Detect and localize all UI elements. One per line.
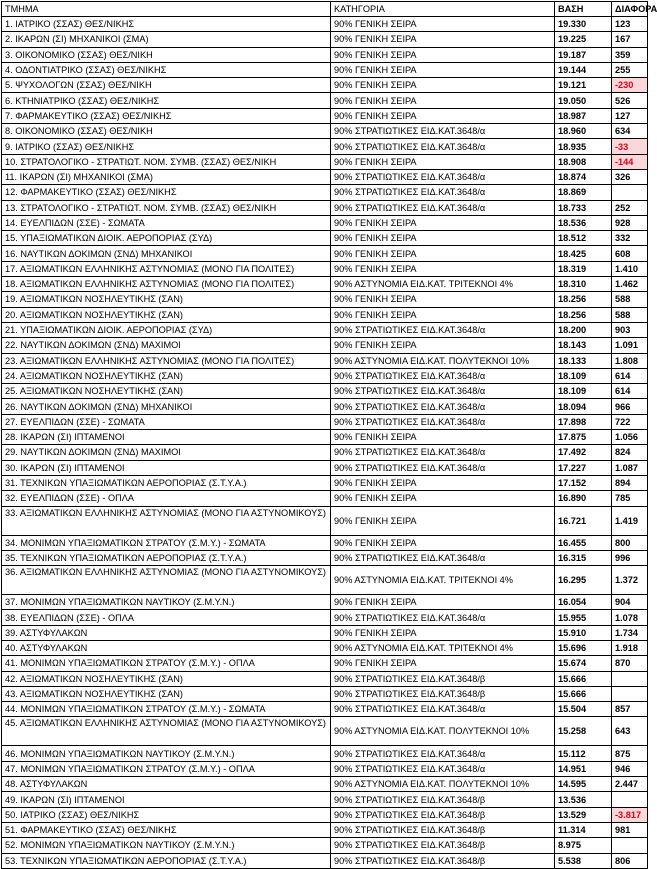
- diff-cell: 634: [612, 124, 648, 139]
- base-cell: 13.536: [555, 792, 612, 807]
- dept-cell: 14. ΕΥΕΛΠΙΔΩΝ (ΣΣΕ) - ΣΩΜΑΤΑ: [2, 215, 331, 230]
- diff-cell: [612, 792, 648, 807]
- base-cell: 16.890: [555, 491, 612, 506]
- table-row: [2, 139, 648, 154]
- table-row: [2, 32, 648, 47]
- diff-cell: 1.918: [612, 640, 648, 655]
- diff-cell: 332: [612, 231, 648, 246]
- table-row: [2, 200, 648, 215]
- category-cell: 90% ΣΤΡΑΤΙΩΤΙΚΕΣ ΕΙΔ.ΚΑΤ.3648/α: [331, 460, 555, 475]
- diff-cell: 928: [612, 215, 648, 230]
- table-row: [2, 62, 648, 77]
- diff-cell: 252: [612, 200, 648, 215]
- dept-cell: 34. ΜΟΝΙΜΩΝ ΥΠΑΞΙΩΜΑΤΙΚΩΝ ΣΤΡΑΤΟΥ (Σ.Μ.Υ.) - ΣΩΜΑΤΑ: [2, 535, 331, 550]
- table-row: [2, 185, 648, 200]
- category-cell: 90% ΣΤΡΑΤΙΩΤΙΚΕΣ ΕΙΔ.ΚΑΤ.3648/α: [331, 169, 555, 184]
- header-diff: ΔΙΑΦΟΡΑ: [612, 2, 648, 17]
- dept-cell: 5. ΨΥΧΟΛΟΓΩΝ (ΣΣΑΣ) ΘΕΣ/ΝΙΚΗ: [2, 78, 331, 93]
- table-row: [2, 307, 648, 322]
- diff-cell: 526: [612, 93, 648, 108]
- header-base: ΒΑΣΗ: [555, 2, 612, 17]
- base-cell: 18.908: [555, 154, 612, 169]
- diff-cell: 894: [612, 475, 648, 490]
- diff-cell: 608: [612, 246, 648, 261]
- category-cell: 90% ΓΕΝΙΚΗ ΣΕΙΡΑ: [331, 656, 555, 671]
- dept-cell: 25. ΑΞΙΩΜΑΤΙΚΩΝ ΝΟΣΗΛΕΥΤΙΚΗΣ (ΣΑΝ): [2, 384, 331, 399]
- header-dept: ΤΜΗΜΑ: [2, 2, 331, 17]
- dept-cell: 3. ΟΙΚΟΝΟΜΙΚΟ (ΣΣΑΣ) ΘΕΣ/ΝΙΚΗ: [2, 47, 331, 62]
- dept-cell: 10. ΣΤΡΑΤΟΛΟΓΙΚΟ - ΣΤΡΑΤΙΩΤ. ΝΟΜ. ΣΥΜΒ. (ΣΣΑΣ) ΘΕΣ/ΝΙΚΗ: [2, 154, 331, 169]
- diff-cell: [612, 838, 648, 853]
- base-cell: 15.955: [555, 610, 612, 625]
- base-cell: 18.094: [555, 399, 612, 414]
- category-cell: 90% ΓΕΝΙΚΗ ΣΕΙΡΑ: [331, 475, 555, 490]
- category-cell: 90% ΣΤΡΑΤΙΩΤΙΚΕΣ ΕΙΔ.ΚΑΤ.3648/β: [331, 807, 555, 822]
- dept-cell: 18. ΑΞΙΩΜΑΤΙΚΩΝ ΕΛΛΗΝΙΚΗΣ ΑΣΤΥΝΟΜΙΑΣ (ΜΟΝΟ ΓΙΑ ΠΟΛΙΤΕΣ): [2, 277, 331, 292]
- category-cell: 90% ΑΣΤΥΝΟΜΙΑ ΕΙΔ.ΚΑΤ. ΠΟΛΥΤΕΚΝΟΙ 10%: [331, 777, 555, 792]
- diff-cell: 981: [612, 822, 648, 837]
- diff-cell: 1.372: [612, 566, 648, 595]
- category-cell: 90% ΣΤΡΑΤΙΩΤΙΚΕΣ ΕΙΔ.ΚΑΤ.3648/α: [331, 550, 555, 565]
- table-row: [2, 822, 648, 837]
- category-cell: 90% ΓΕΝΙΚΗ ΣΕΙΡΑ: [331, 93, 555, 108]
- table-row: [2, 746, 648, 761]
- diff-cell: 800: [612, 535, 648, 550]
- table-row: [2, 292, 648, 307]
- base-cell: 18.987: [555, 108, 612, 123]
- table-row: [2, 124, 648, 139]
- category-cell: 90% ΓΕΝΙΚΗ ΣΕΙΡΑ: [331, 47, 555, 62]
- diff-cell: 255: [612, 62, 648, 77]
- table-row: [2, 702, 648, 717]
- dept-cell: 9. ΙΑΤΡΙΚΟ (ΣΣΑΣ) ΘΕΣ/ΝΙΚΗΣ: [2, 139, 331, 154]
- dept-cell: 11. ΙΚΑΡΩΝ (ΣΙ) ΜΗΧΑΝΙΚΟΙ (ΣΜΑ): [2, 169, 331, 184]
- table-row: [2, 78, 648, 93]
- base-cell: 14.595: [555, 777, 612, 792]
- table-row: [2, 47, 648, 62]
- dept-cell: 42. ΑΞΙΩΜΑΤΙΚΩΝ ΝΟΣΗΛΕΥΤΙΚΗΣ (ΣΑΝ): [2, 671, 331, 686]
- category-cell: 90% ΓΕΝΙΚΗ ΣΕΙΡΑ: [331, 32, 555, 47]
- table-row: [2, 625, 648, 640]
- table-row: [2, 671, 648, 686]
- dept-cell: 17. ΑΞΙΩΜΑΤΙΚΩΝ ΕΛΛΗΝΙΚΗΣ ΑΣΤΥΝΟΜΙΑΣ (ΜΟΝΟ ΓΙΑ ΠΟΛΙΤΕΣ): [2, 261, 331, 276]
- base-cell: 17.492: [555, 445, 612, 460]
- table-row: [2, 640, 648, 655]
- base-cell: 18.256: [555, 292, 612, 307]
- dept-cell: 29. ΝΑΥΤΙΚΩΝ ΔΟΚΙΜΩΝ (ΣΝΔ) ΜΑΧΙΜΟΙ: [2, 445, 331, 460]
- table-row: [2, 460, 648, 475]
- base-cell: 19.330: [555, 17, 612, 32]
- category-cell: 90% ΣΤΡΑΤΙΩΤΙΚΕΣ ΕΙΔ.ΚΑΤ.3648/β: [331, 822, 555, 837]
- base-cell: 19.187: [555, 47, 612, 62]
- diff-cell: -144: [612, 154, 648, 169]
- category-cell: 90% ΣΤΡΑΤΙΩΤΙΚΕΣ ΕΙΔ.ΚΑΤ.3648/β: [331, 792, 555, 807]
- dept-cell: 52. ΜΟΝΙΜΩΝ ΥΠΑΞΙΩΜΑΤΙΚΩΝ ΝΑΥΤΙΚΟΥ (Σ.Μ.Υ.Ν.): [2, 838, 331, 853]
- base-cell: 11.314: [555, 822, 612, 837]
- diff-cell: 1.091: [612, 338, 648, 353]
- category-cell: 90% ΓΕΝΙΚΗ ΣΕΙΡΑ: [331, 595, 555, 610]
- base-cell: 15.910: [555, 625, 612, 640]
- category-cell: 90% ΓΕΝΙΚΗ ΣΕΙΡΑ: [331, 430, 555, 445]
- diff-cell: 1.410: [612, 261, 648, 276]
- category-cell: 90% ΣΤΡΑΤΙΩΤΙΚΕΣ ΕΙΔ.ΚΑΤ.3648/α: [331, 200, 555, 215]
- diff-cell: 643: [612, 717, 648, 746]
- category-cell: 90% ΓΕΝΙΚΗ ΣΕΙΡΑ: [331, 292, 555, 307]
- dept-cell: 43. ΑΞΙΩΜΑΤΙΚΩΝ ΝΟΣΗΛΕΥΤΙΚΗΣ (ΣΑΝ): [2, 686, 331, 701]
- category-cell: 90% ΓΕΝΙΚΗ ΣΕΙΡΑ: [331, 338, 555, 353]
- table-row: [2, 108, 648, 123]
- table-row: [2, 215, 648, 230]
- category-cell: 90% ΑΣΤΥΝΟΜΙΑ ΕΙΔ.ΚΑΤ. ΤΡΙΤΕΚΝΟΙ 4%: [331, 277, 555, 292]
- base-cell: 19.225: [555, 32, 612, 47]
- diff-cell: 1.419: [612, 506, 648, 535]
- table-row: [2, 853, 648, 868]
- dept-cell: 46. ΜΟΝΙΜΩΝ ΥΠΑΞΙΩΜΑΤΙΚΩΝ ΝΑΥΤΙΚΟΥ (Σ.Μ.Υ.Ν.): [2, 746, 331, 761]
- dept-cell: 12. ΦΑΡΜΑΚΕΥΤΙΚΟ (ΣΣΑΣ) ΘΕΣ/ΝΙΚΗΣ: [2, 185, 331, 200]
- category-cell: 90% ΓΕΝΙΚΗ ΣΕΙΡΑ: [331, 261, 555, 276]
- category-cell: 90% ΣΤΡΑΤΙΩΤΙΚΕΣ ΕΙΔ.ΚΑΤ.3648/α: [331, 414, 555, 429]
- diff-cell: 588: [612, 292, 648, 307]
- dept-cell: 53. ΤΕΧΝΙΚΩΝ ΥΠΑΞΙΩΜΑΤΙΚΩΝ ΑΕΡΟΠΟΡΙΑΣ (Σ.Τ.Υ.Α.): [2, 853, 331, 868]
- table-row: [2, 550, 648, 565]
- diff-cell: 785: [612, 491, 648, 506]
- dept-cell: 4. ΟΔΟΝΤΙΑΤΡΙΚΟ (ΣΣΑΣ) ΘΕΣ/ΝΙΚΗΣ: [2, 62, 331, 77]
- table-row: [2, 414, 648, 429]
- diff-cell: 1.734: [612, 625, 648, 640]
- dept-cell: 51. ΦΑΡΜΑΚΕΥΤΙΚΟ (ΣΣΑΣ) ΘΕΣ/ΝΙΚΗΣ: [2, 822, 331, 837]
- category-cell: 90% ΓΕΝΙΚΗ ΣΕΙΡΑ: [331, 535, 555, 550]
- table-row: [2, 338, 648, 353]
- diff-cell: 1.078: [612, 610, 648, 625]
- diff-cell: 167: [612, 32, 648, 47]
- diff-cell: [612, 686, 648, 701]
- diff-cell: 857: [612, 702, 648, 717]
- base-cell: 18.536: [555, 215, 612, 230]
- diff-cell: -230: [612, 78, 648, 93]
- diff-cell: 996: [612, 550, 648, 565]
- dept-cell: 7. ΦΑΡΜΑΚΕΥΤΙΚΟ (ΣΣΑΣ) ΘΕΣ/ΝΙΚΗΣ: [2, 108, 331, 123]
- diff-cell: 946: [612, 761, 648, 776]
- diff-cell: -3.817: [612, 807, 648, 822]
- table-row: [2, 246, 648, 261]
- base-cell: 18.133: [555, 353, 612, 368]
- table-row: [2, 792, 648, 807]
- base-cell: 5.538: [555, 853, 612, 868]
- table-row: [2, 656, 648, 671]
- base-cell: 18.960: [555, 124, 612, 139]
- diff-cell: [612, 185, 648, 200]
- table-row: [2, 445, 648, 460]
- dept-cell: 23. ΑΞΙΩΜΑΤΙΚΩΝ ΕΛΛΗΝΙΚΗΣ ΑΣΤΥΝΟΜΙΑΣ (ΜΟΝΟ ΓΙΑ ΠΟΛΙΤΕΣ): [2, 353, 331, 368]
- dept-cell: 50. ΙΑΤΡΙΚΟ (ΣΣΑΣ) ΘΕΣ/ΝΙΚΗΣ: [2, 807, 331, 822]
- dept-cell: 39. ΑΣΤΥΦΥΛΑΚΩΝ: [2, 625, 331, 640]
- dept-cell: 40. ΑΣΤΥΦΥΛΑΚΩΝ: [2, 640, 331, 655]
- table-row: [2, 686, 648, 701]
- base-cell: 18.874: [555, 169, 612, 184]
- category-cell: 90% ΣΤΡΑΤΙΩΤΙΚΕΣ ΕΙΔ.ΚΑΤ.3648/α: [331, 761, 555, 776]
- table-row: [2, 595, 648, 610]
- diff-cell: 123: [612, 17, 648, 32]
- table-row: [2, 506, 648, 535]
- table-row: [2, 761, 648, 776]
- dept-cell: 31. ΤΕΧΝΙΚΩΝ ΥΠΑΞΙΩΜΑΤΙΚΩΝ ΑΕΡΟΠΟΡΙΑΣ (Σ.Τ.Υ.Α.): [2, 475, 331, 490]
- table-row: [2, 491, 648, 506]
- header-category: ΚΑΤΗΓΟΡΙΑ: [331, 2, 555, 17]
- category-cell: 90% ΓΕΝΙΚΗ ΣΕΙΡΑ: [331, 506, 555, 535]
- table-row: [2, 353, 648, 368]
- diff-cell: 806: [612, 853, 648, 868]
- dept-cell: 30. ΙΚΑΡΩΝ (ΣΙ) ΙΠΤΑΜΕΝΟΙ: [2, 460, 331, 475]
- category-cell: 90% ΣΤΡΑΤΙΩΤΙΚΕΣ ΕΙΔ.ΚΑΤ.3648/α: [331, 610, 555, 625]
- base-cell: 15.674: [555, 656, 612, 671]
- category-cell: 90% ΣΤΡΑΤΙΩΤΙΚΕΣ ΕΙΔ.ΚΑΤ.3648/α: [331, 322, 555, 337]
- base-cell: 18.869: [555, 185, 612, 200]
- category-cell: 90% ΓΕΝΙΚΗ ΣΕΙΡΑ: [331, 62, 555, 77]
- diff-cell: 966: [612, 399, 648, 414]
- table-row: [2, 717, 648, 746]
- base-cell: 15.112: [555, 746, 612, 761]
- base-cell: 17.152: [555, 475, 612, 490]
- category-cell: 90% ΓΕΝΙΚΗ ΣΕΙΡΑ: [331, 215, 555, 230]
- base-cell: 19.050: [555, 93, 612, 108]
- category-cell: 90% ΑΣΤΥΝΟΜΙΑ ΕΙΔ.ΚΑΤ. ΠΟΛΥΤΕΚΝΟΙ 10%: [331, 353, 555, 368]
- category-cell: 90% ΓΕΝΙΚΗ ΣΕΙΡΑ: [331, 491, 555, 506]
- diff-cell: 824: [612, 445, 648, 460]
- table-row: [2, 475, 648, 490]
- base-cell: 16.721: [555, 506, 612, 535]
- diff-cell: 904: [612, 595, 648, 610]
- category-cell: 90% ΣΤΡΑΤΙΩΤΙΚΕΣ ΕΙΔ.ΚΑΤ.3648/α: [331, 746, 555, 761]
- category-cell: 90% ΣΤΡΑΤΙΩΤΙΚΕΣ ΕΙΔ.ΚΑΤ.3648/α: [331, 124, 555, 139]
- dept-cell: 8. ΟΙΚΟΝΟΜΙΚΟ (ΣΣΑΣ) ΘΕΣ/ΝΙΚΗ: [2, 124, 331, 139]
- category-cell: 90% ΣΤΡΑΤΙΩΤΙΚΕΣ ΕΙΔ.ΚΑΤ.3648/α: [331, 399, 555, 414]
- category-cell: 90% ΣΤΡΑΤΙΩΤΙΚΕΣ ΕΙΔ.ΚΑΤ.3648/β: [331, 671, 555, 686]
- base-cell: 8.975: [555, 838, 612, 853]
- base-cell: 19.121: [555, 78, 612, 93]
- base-cell: 14.951: [555, 761, 612, 776]
- category-cell: 90% ΣΤΡΑΤΙΩΤΙΚΕΣ ΕΙΔ.ΚΑΤ.3648/β: [331, 853, 555, 868]
- table-row: [2, 384, 648, 399]
- table-row: [2, 17, 648, 32]
- dept-cell: 37. ΜΟΝΙΜΩΝ ΥΠΑΞΙΩΜΑΤΙΚΩΝ ΝΑΥΤΙΚΟΥ (Σ.Μ.Υ.Ν.): [2, 595, 331, 610]
- dept-cell: 41. ΜΟΝΙΜΩΝ ΥΠΑΞΙΩΜΑΤΙΚΩΝ ΣΤΡΑΤΟΥ (Σ.Μ.Υ.) - ΟΠΛΑ: [2, 656, 331, 671]
- base-cell: 15.666: [555, 671, 612, 686]
- base-cell: 18.319: [555, 261, 612, 276]
- header-row: [2, 2, 648, 17]
- dept-cell: 45. ΑΞΙΩΜΑΤΙΚΩΝ ΕΛΛΗΝΙΚΗΣ ΑΣΤΥΝΟΜΙΑΣ (ΜΟΝΟ ΓΙΑ ΑΣΤΥΝΟΜΙΚΟΥΣ): [2, 717, 331, 746]
- dept-cell: 27. ΕΥΕΛΠΙΔΩΝ (ΣΣΕ) - ΣΩΜΑΤΑ: [2, 414, 331, 429]
- base-cell: 16.455: [555, 535, 612, 550]
- table-row: [2, 399, 648, 414]
- base-cell: 15.696: [555, 640, 612, 655]
- diff-cell: 722: [612, 414, 648, 429]
- category-cell: 90% ΑΣΤΥΝΟΜΙΑ ΕΙΔ.ΚΑΤ. ΠΟΛΥΤΕΚΝΟΙ 10%: [331, 717, 555, 746]
- dept-cell: 47. ΜΟΝΙΜΩΝ ΥΠΑΞΙΩΜΑΤΙΚΩΝ ΣΤΡΑΤΟΥ (Σ.Μ.Υ.) - ΟΠΛΑ: [2, 761, 331, 776]
- category-cell: 90% ΑΣΤΥΝΟΜΙΑ ΕΙΔ.ΚΑΤ. ΤΡΙΤΕΚΝΟΙ 4%: [331, 566, 555, 595]
- dept-cell: 20. ΑΞΙΩΜΑΤΙΚΩΝ ΝΟΣΗΛΕΥΤΙΚΗΣ (ΣΑΝ): [2, 307, 331, 322]
- category-cell: 90% ΣΤΡΑΤΙΩΤΙΚΕΣ ΕΙΔ.ΚΑΤ.3648/α: [331, 368, 555, 383]
- base-cell: 18.425: [555, 246, 612, 261]
- diff-cell: 1.808: [612, 353, 648, 368]
- category-cell: 90% ΣΤΡΑΤΙΩΤΙΚΕΣ ΕΙΔ.ΚΑΤ.3648/α: [331, 185, 555, 200]
- diff-cell: -33: [612, 139, 648, 154]
- table-row: [2, 777, 648, 792]
- diff-cell: 359: [612, 47, 648, 62]
- category-cell: 90% ΓΕΝΙΚΗ ΣΕΙΡΑ: [331, 625, 555, 640]
- diff-cell: 614: [612, 368, 648, 383]
- category-cell: 90% ΓΕΝΙΚΗ ΣΕΙΡΑ: [331, 17, 555, 32]
- dept-cell: 21. ΥΠΑΞΙΩΜΑΤΙΚΩΝ ΔΙΟΙΚ. ΑΕΡΟΠΟΡΙΑΣ (ΣΥΔ): [2, 322, 331, 337]
- table-row: [2, 261, 648, 276]
- dept-cell: 6. ΚΤΗΝΙΑΤΡΙΚΟ (ΣΣΑΣ) ΘΕΣ/ΝΙΚΗΣ: [2, 93, 331, 108]
- dept-cell: 24. ΑΞΙΩΜΑΤΙΚΩΝ ΝΟΣΗΛΕΥΤΙΚΗΣ (ΣΑΝ): [2, 368, 331, 383]
- category-cell: 90% ΣΤΡΑΤΙΩΤΙΚΕΣ ΕΙΔ.ΚΑΤ.3648/α: [331, 384, 555, 399]
- table-row: [2, 368, 648, 383]
- table-row: [2, 430, 648, 445]
- base-cell: 13.529: [555, 807, 612, 822]
- base-cell: 18.310: [555, 277, 612, 292]
- base-cell: 18.200: [555, 322, 612, 337]
- table-row: [2, 807, 648, 822]
- results-table: [1, 1, 657, 869]
- base-cell: 17.227: [555, 460, 612, 475]
- base-cell: 18.935: [555, 139, 612, 154]
- dept-cell: 19. ΑΞΙΩΜΑΤΙΚΩΝ ΝΟΣΗΛΕΥΤΙΚΗΣ (ΣΑΝ): [2, 292, 331, 307]
- base-cell: 16.054: [555, 595, 612, 610]
- table-row: [2, 169, 648, 184]
- category-cell: 90% ΣΤΡΑΤΙΩΤΙΚΕΣ ΕΙΔ.ΚΑΤ.3648/β: [331, 686, 555, 701]
- diff-cell: 2.447: [612, 777, 648, 792]
- diff-cell: 326: [612, 169, 648, 184]
- diff-cell: 614: [612, 384, 648, 399]
- base-cell: 15.258: [555, 717, 612, 746]
- base-cell: 15.504: [555, 702, 612, 717]
- dept-cell: 35. ΤΕΧΝΙΚΩΝ ΥΠΑΞΙΩΜΑΤΙΚΩΝ ΑΕΡΟΠΟΡΙΑΣ (Σ.Τ.Υ.Α.): [2, 550, 331, 565]
- diff-cell: 875: [612, 746, 648, 761]
- base-cell: 18.256: [555, 307, 612, 322]
- category-cell: 90% ΣΤΡΑΤΙΩΤΙΚΕΣ ΕΙΔ.ΚΑΤ.3648/α: [331, 702, 555, 717]
- table-row: [2, 154, 648, 169]
- category-cell: 90% ΓΕΝΙΚΗ ΣΕΙΡΑ: [331, 307, 555, 322]
- dept-cell: 28. ΙΚΑΡΩΝ (ΣΙ) ΙΠΤΑΜΕΝΟΙ: [2, 430, 331, 445]
- base-cell: 17.898: [555, 414, 612, 429]
- base-cell: 16.315: [555, 550, 612, 565]
- dept-cell: 13. ΣΤΡΑΤΟΛΟΓΙΚΟ - ΣΤΡΑΤΙΩΤ. ΝΟΜ. ΣΥΜΒ. (ΣΣΑΣ) ΘΕΣ/ΝΙΚΗ: [2, 200, 331, 215]
- table-row: [2, 535, 648, 550]
- dept-cell: 16. ΝΑΥΤΙΚΩΝ ΔΟΚΙΜΩΝ (ΣΝΔ) ΜΗΧΑΝΙΚΟΙ: [2, 246, 331, 261]
- category-cell: 90% ΣΤΡΑΤΙΩΤΙΚΕΣ ΕΙΔ.ΚΑΤ.3648/α: [331, 139, 555, 154]
- diff-cell: 1.056: [612, 430, 648, 445]
- dept-cell: 15. ΥΠΑΞΙΩΜΑΤΙΚΩΝ ΔΙΟΙΚ. ΑΕΡΟΠΟΡΙΑΣ (ΣΥΔ): [2, 231, 331, 246]
- table-row: [2, 93, 648, 108]
- base-cell: 17.875: [555, 430, 612, 445]
- dept-cell: 48. ΑΣΤΥΦΥΛΑΚΩΝ: [2, 777, 331, 792]
- dept-cell: 44. ΜΟΝΙΜΩΝ ΥΠΑΞΙΩΜΑΤΙΚΩΝ ΣΤΡΑΤΟΥ (Σ.Μ.Υ.) - ΣΩΜΑΤΑ: [2, 702, 331, 717]
- dept-cell: 2. ΙΚΑΡΩΝ (ΣΙ) ΜΗΧΑΝΙΚΟΙ (ΣΜΑ): [2, 32, 331, 47]
- diff-cell: 903: [612, 322, 648, 337]
- diff-cell: 588: [612, 307, 648, 322]
- table-row: [2, 610, 648, 625]
- dept-cell: 26. ΝΑΥΤΙΚΩΝ ΔΟΚΙΜΩΝ (ΣΝΔ) ΜΗΧΑΝΙΚΟΙ: [2, 399, 331, 414]
- category-cell: 90% ΑΣΤΥΝΟΜΙΑ ΕΙΔ.ΚΑΤ. ΤΡΙΤΕΚΝΟΙ 4%: [331, 640, 555, 655]
- table-row: [2, 838, 648, 853]
- category-cell: 90% ΓΕΝΙΚΗ ΣΕΙΡΑ: [331, 246, 555, 261]
- diff-cell: 1.462: [612, 277, 648, 292]
- dept-cell: 38. ΕΥΕΛΠΙΔΩΝ (ΣΣΕ) - ΟΠΛΑ: [2, 610, 331, 625]
- category-cell: 90% ΣΤΡΑΤΙΩΤΙΚΕΣ ΕΙΔ.ΚΑΤ.3648/α: [331, 445, 555, 460]
- table-row: [2, 322, 648, 337]
- base-cell: 19.144: [555, 62, 612, 77]
- category-cell: 90% ΓΕΝΙΚΗ ΣΕΙΡΑ: [331, 78, 555, 93]
- dept-cell: 49. ΙΚΑΡΩΝ (ΣΙ) ΙΠΤΑΜΕΝΟΙ: [2, 792, 331, 807]
- category-cell: 90% ΓΕΝΙΚΗ ΣΕΙΡΑ: [331, 154, 555, 169]
- diff-cell: 1.087: [612, 460, 648, 475]
- category-cell: 90% ΓΕΝΙΚΗ ΣΕΙΡΑ: [331, 231, 555, 246]
- base-cell: 18.143: [555, 338, 612, 353]
- dept-cell: 36. ΑΞΙΩΜΑΤΙΚΩΝ ΕΛΛΗΝΙΚΗΣ ΑΣΤΥΝΟΜΙΑΣ (ΜΟΝΟ ΓΙΑ ΑΣΤΥΝΟΜΙΚΟΥΣ): [2, 566, 331, 595]
- base-cell: 15.666: [555, 686, 612, 701]
- dept-cell: 1. ΙΑΤΡΙΚΟ (ΣΣΑΣ) ΘΕΣ/ΝΙΚΗΣ: [2, 17, 331, 32]
- base-cell: 18.109: [555, 368, 612, 383]
- dept-cell: 33. ΑΞΙΩΜΑΤΙΚΩΝ ΕΛΛΗΝΙΚΗΣ ΑΣΤΥΝΟΜΙΑΣ (ΜΟΝΟ ΓΙΑ ΑΣΤΥΝΟΜΙΚΟΥΣ): [2, 506, 331, 535]
- table-row: [2, 277, 648, 292]
- diff-cell: [612, 671, 648, 686]
- category-cell: 90% ΓΕΝΙΚΗ ΣΕΙΡΑ: [331, 108, 555, 123]
- diff-cell: 870: [612, 656, 648, 671]
- category-cell: 90% ΣΤΡΑΤΙΩΤΙΚΕΣ ΕΙΔ.ΚΑΤ.3648/β: [331, 838, 555, 853]
- base-cell: 16.295: [555, 566, 612, 595]
- table-row: [2, 566, 648, 595]
- base-cell: 18.512: [555, 231, 612, 246]
- base-cell: 18.733: [555, 200, 612, 215]
- diff-cell: 127: [612, 108, 648, 123]
- dept-cell: 32. ΕΥΕΛΠΙΔΩΝ (ΣΣΕ) - ΟΠΛΑ: [2, 491, 331, 506]
- table-row: [2, 231, 648, 246]
- dept-cell: 22. ΝΑΥΤΙΚΩΝ ΔΟΚΙΜΩΝ (ΣΝΔ) ΜΑΧΙΜΟΙ: [2, 338, 331, 353]
- base-cell: 18.109: [555, 384, 612, 399]
